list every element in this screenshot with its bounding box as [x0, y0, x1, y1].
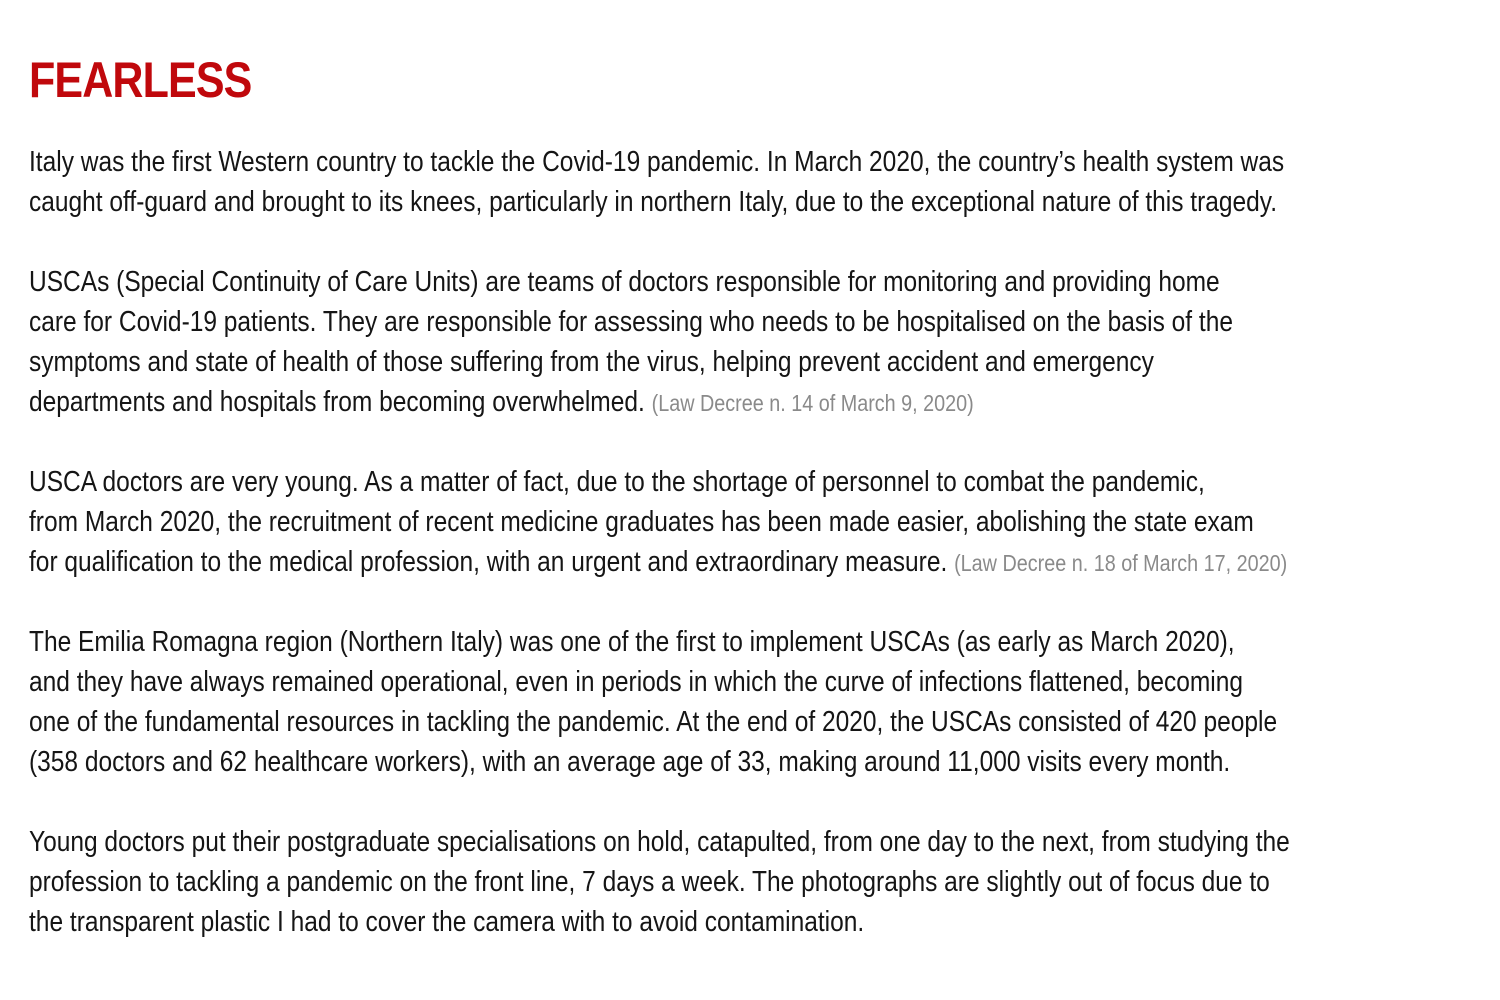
paragraph-line: Italy was the first Western country to tackle the Covid-19 pandemic. In March 2020, the country’s health system was: [29, 146, 1285, 178]
document-page: [29, 50, 1484, 938]
paragraph-line: from March 2020, the recruitment of recent medicine graduates has been made easier, abolishing the state exam: [29, 506, 1254, 538]
paragraph-line: USCAs (Special Continuity of Care Units) are teams of doctors responsible for monitoring and providing home: [29, 266, 1220, 298]
paragraph-covid-italy: [29, 142, 1488, 222]
paragraph-line: Young doctors put their postgraduate specialisations on hold, catapulted, from one day to the next, from studying the: [29, 826, 1290, 858]
paragraph-line: symptoms and state of health of those suffering from the virus, helping prevent accident and emergency: [29, 346, 1154, 378]
paragraph-line: [29, 382, 1233, 422]
paragraph-line: caught off-guard and brought to its knees, particularly in northern Italy, due to the exceptional nature of this tragedy.: [29, 186, 1278, 218]
law-citation: (Law Decree n. 14 of March 9, 2020): [651, 390, 974, 416]
paragraph-line: care for Covid-19 patients. They are responsible for assessing who needs to be hospitalised on the basis of the: [29, 306, 1233, 338]
paragraph-uscas-definition: [29, 262, 1429, 422]
paragraph-young-doctors: [29, 462, 1492, 582]
paragraph-front-line: [29, 822, 1495, 942]
paragraph-line: and they have always remained operational, even in periods in which the curve of infections flattened, becoming: [29, 666, 1243, 698]
paragraph-line: profession to tackling a pandemic on the front line, 7 days a week. The photographs are slightly out of focus due to: [29, 866, 1270, 898]
paragraph-line: USCA doctors are very young. As a matter of fact, due to the shortage of personnel to combat the pandemic,: [29, 466, 1205, 498]
paragraph-line: The Emilia Romagna region (Northern Italy) was one of the first to implement USCAs (as early as March 2020),: [29, 626, 1235, 658]
line-text: for qualification to the medical profession, with an urgent and extraordinary measure.: [29, 546, 948, 578]
paragraph-line: the transparent plastic I had to cover the camera with to avoid contamination.: [29, 906, 865, 938]
law-citation: (Law Decree n. 18 of March 17, 2020): [954, 550, 1288, 576]
paragraph-line: (358 doctors and 62 healthcare workers), with an average age of 33, making around 11,000 visits every month.: [29, 746, 1231, 778]
paragraph-emilia-romagna: [29, 622, 1480, 782]
line-text: departments and hospitals from becoming overwhelmed.: [29, 386, 645, 418]
paragraph-line: [29, 542, 1287, 582]
paragraph-line: one of the fundamental resources in tackling the pandemic. At the end of 2020, the USCAs consisted of 420 people: [29, 706, 1278, 738]
page-title: FEARLESS: [29, 52, 252, 108]
